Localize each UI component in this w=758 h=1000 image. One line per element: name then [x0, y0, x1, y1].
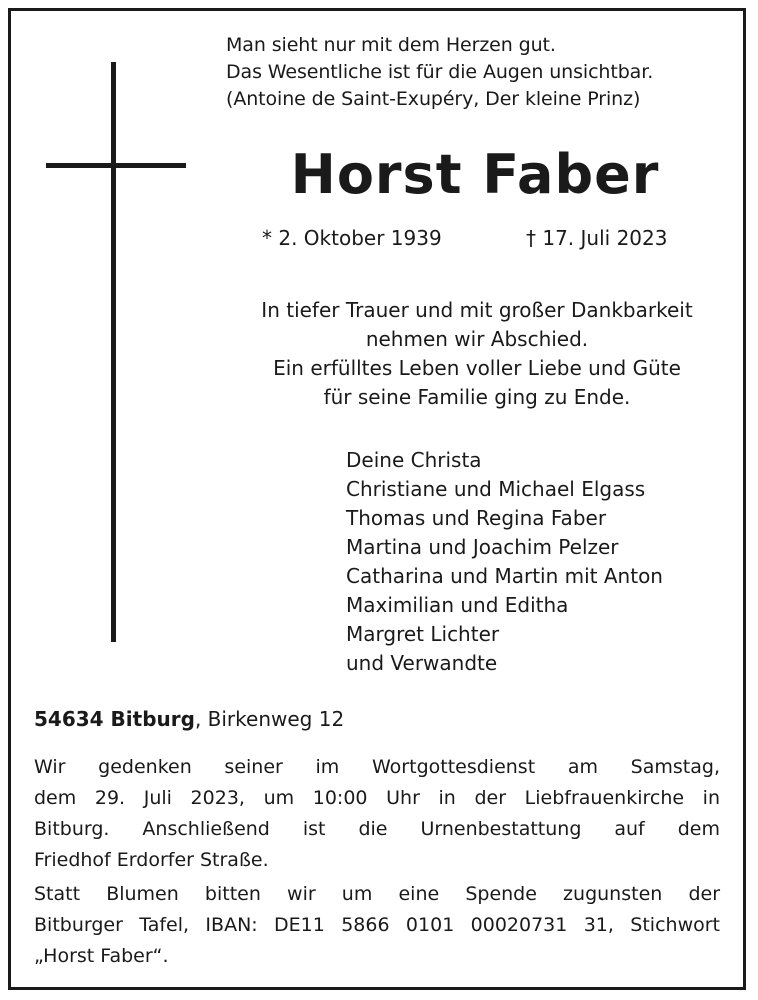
mourning-line: nehmen wir Abschied. [365, 327, 589, 351]
death-date: † 17. Juli 2023 [526, 226, 668, 250]
mourner-item: Margret Lichter [346, 622, 500, 646]
mourner-item: Christiane und Michael Elgass [346, 477, 646, 501]
deceased-name: Horst Faber [290, 143, 660, 206]
mourning-text [224, 296, 730, 412]
service-line: Bitburg. Anschließend ist die Urnenbestattung auf dem [34, 818, 720, 840]
mourner-item: Deine Christa [346, 448, 482, 472]
mourning-line: In tiefer Trauer und mit großer Dankbarkeit [261, 298, 693, 322]
mourner-item: Martina und Joachim Pelzer [346, 535, 619, 559]
donation-line: „Horst Faber“. [34, 945, 169, 967]
birth-date: * 2. Oktober 1939 [262, 226, 442, 250]
cross-horizontal-bar [46, 163, 186, 168]
family-address [34, 705, 344, 733]
cross-vertical-bar [111, 62, 116, 642]
address-street: , Birkenweg 12 [194, 707, 345, 731]
motto-line: (Antoine de Saint-Exupéry, Der kleine Prinz) [226, 88, 641, 110]
donation-notice [34, 879, 720, 972]
service-notice [34, 752, 720, 876]
motto-line: Man sieht nur mit dem Herzen gut. [226, 34, 556, 56]
motto-quote [226, 32, 726, 113]
mourning-line: für seine Familie ging zu Ende. [323, 385, 631, 409]
donation-line: Bitburger Tafel, IBAN: DE11 5866 0101 00020731 31, Stichwort [34, 914, 720, 936]
mourner-item: Maximilian und Editha [346, 593, 569, 617]
mourner-item: Catharina und Martin mit Anton [346, 564, 663, 588]
mourner-item: Thomas und Regina Faber [346, 506, 607, 530]
mourner-item: und Verwandte [346, 651, 498, 675]
donation-line: Statt Blumen bitten wir um eine Spende zugunsten der [34, 883, 720, 905]
service-line: dem 29. Juli 2023, um 10:00 Uhr in der Liebfrauenkirche in [34, 787, 720, 809]
motto-line: Das Wesentliche ist für die Augen unsichtbar. [226, 61, 654, 83]
service-line: Wir gedenken seiner im Wortgottesdienst am Samstag, [34, 756, 720, 778]
mourners-list [346, 446, 663, 678]
address-city: 54634 Bitburg [34, 707, 195, 731]
service-line: Friedhof Erdorfer Straße. [34, 849, 269, 871]
mourning-line: Ein erfülltes Leben voller Liebe und Güte [273, 356, 681, 380]
